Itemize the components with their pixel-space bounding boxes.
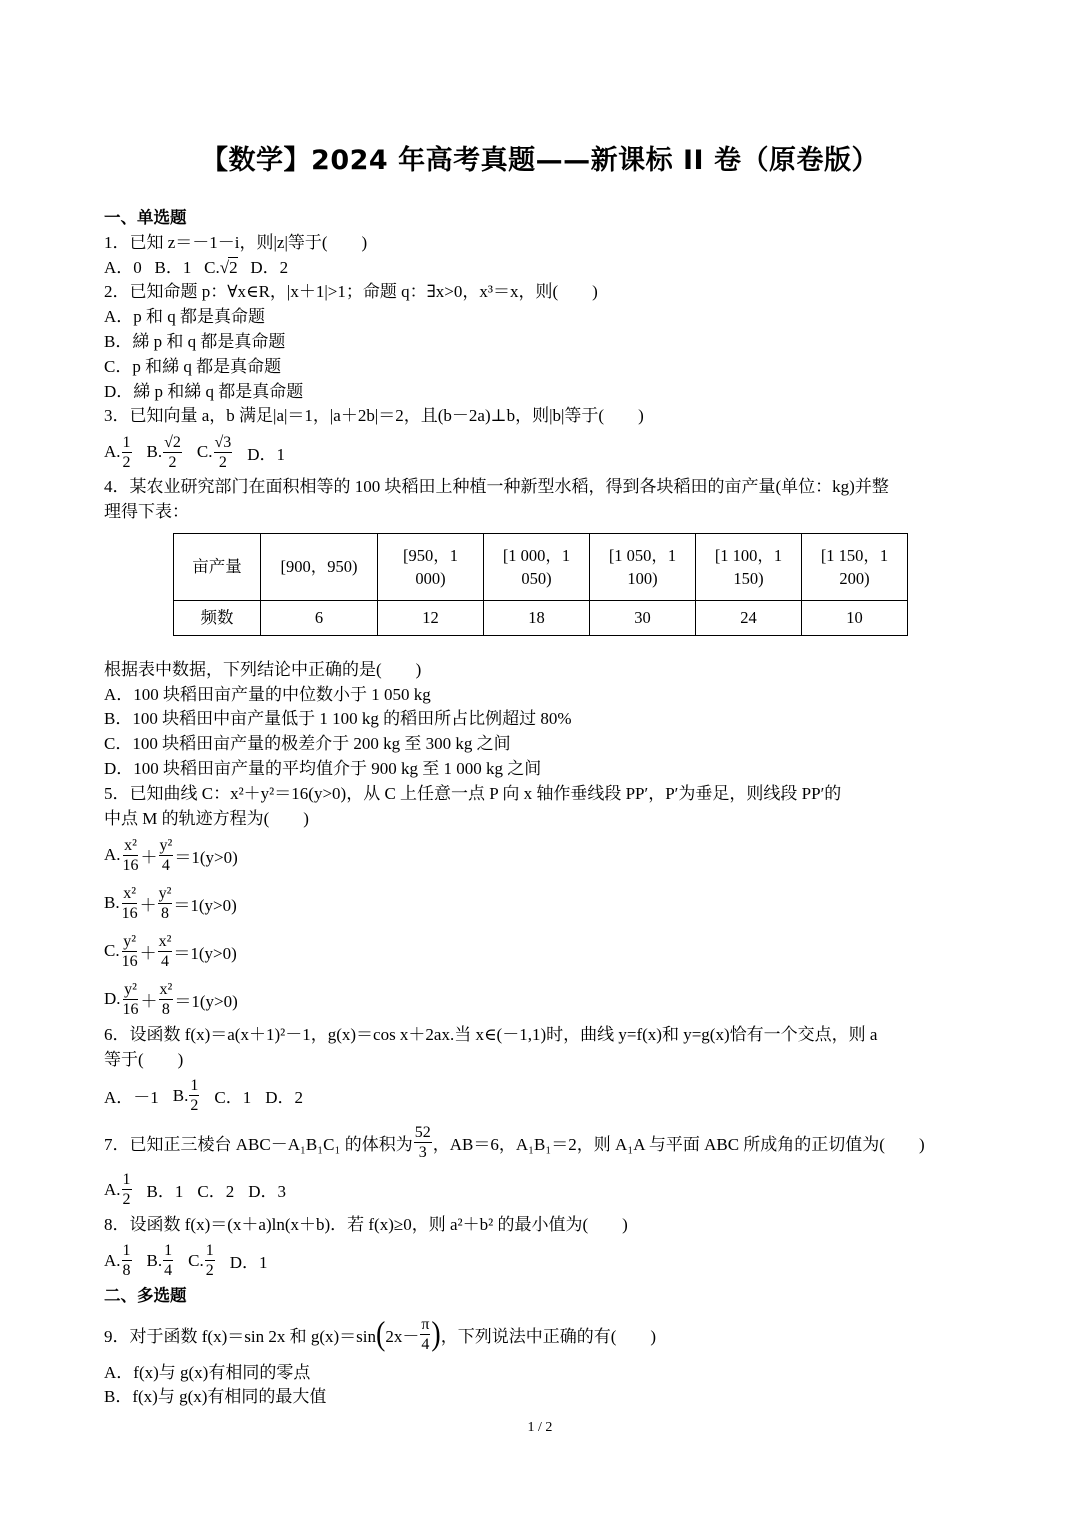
question-5-stem-line2: 中点 M 的轨迹方程为( ) — [104, 808, 309, 828]
question-3-options — [104, 429, 980, 475]
question-4-prompt: 根据表中数据，下列结论中正确的是( ) — [104, 659, 422, 679]
q5-option-c: C. $\frac{\text{y²}}{16}$ ＋ $\frac{\text{x²}}{4}$ ＝1(y>0) — [104, 932, 237, 970]
table-header-cell: [900，950) — [261, 533, 378, 600]
parenthesized-expression: ( 2x－ $\frac{\pi}{4}$ ) — [375, 1315, 441, 1354]
question-7-stem: 7．已知正三棱台 ABC－A₁B₁C₁ 的体积为 $\frac{52}{3}$ ，AB＝6，A₁B₁＝2，则 A₁A 与平面 ABC 所成角的正切值为( ) — [104, 1124, 925, 1162]
table-cell: 10 — [802, 600, 908, 635]
table-row-header — [174, 533, 908, 600]
q5-option-b: B. $\frac{\text{x²}}{16}$ ＋ $\frac{\text{y²}}{8}$ ＝1(y>0) — [104, 884, 237, 922]
section-heading-single-choice: 一、单选题 — [104, 208, 187, 227]
question-6-options — [104, 1073, 980, 1119]
q3-option-c: C. $\frac{√3}{2}$ — [196, 433, 232, 471]
q1-option-a: A．0 — [104, 257, 142, 277]
table-header-cell: [1 150，1 200) — [802, 533, 908, 600]
question-8-stem: 8．设函数 f(x)＝(x＋a)ln(x＋b)．若 f(x)≥0，则 a²＋b² 的最小值为( ) — [104, 1214, 628, 1234]
table-row-frequency — [174, 600, 908, 635]
question-3-stem: 3．已知向量 a，b 满足|a|＝1，|a＋2b|＝2，且(b－2a)⊥b，则|b|等于( ) — [104, 406, 644, 426]
question-7-options — [104, 1167, 980, 1213]
q8-option-d: D．1 — [229, 1253, 268, 1273]
table-cell: 30 — [590, 600, 696, 635]
q6-option-c: C．1 — [214, 1088, 252, 1108]
question-5-stem-line1: 5．已知曲线 C：x²＋y²＝16(y>0)，从 C 上任意一点 P 向 x 轴作垂线段 PP′，P′为垂足，则线段 PP′的 — [104, 783, 842, 803]
q9-option-b: B．f(x)与 g(x)有相同的最大值 — [104, 1387, 327, 1407]
table-header-cell: 亩产量 — [174, 533, 261, 600]
q8-option-a: A. $\frac{1}{8}$ — [104, 1242, 131, 1280]
q3-option-b: B. $\frac{√2}{2}$ — [146, 433, 181, 471]
q1-option-d: D．2 — [250, 257, 289, 277]
q8-option-c: C. $\frac{1}{2}$ — [188, 1242, 214, 1280]
q2-option-d: D．綈 p 和綈 q 都是真命题 — [104, 381, 304, 401]
q9-option-a: A．f(x)与 g(x)有相同的零点 — [104, 1362, 311, 1382]
question-4-stem-line2: 理得下表： — [104, 501, 189, 521]
table-cell: 频数 — [174, 600, 261, 635]
question-1-options — [104, 256, 980, 281]
q6-option-d: D．2 — [265, 1088, 303, 1108]
section-heading-multiple-choice: 二、多选题 — [104, 1285, 187, 1305]
document-title: 【数学】2024 年高考真题——新课标 II 卷（原卷版） — [201, 145, 879, 176]
question-8-options — [104, 1238, 980, 1284]
q7-option-d: D．3 — [248, 1182, 286, 1202]
table-cell: 6 — [261, 600, 378, 635]
q1-option-b: B．1 — [154, 257, 192, 277]
q5-option-d: D. $\frac{\text{y²}}{16}$ ＋ $\frac{\text{x²}}{8}$ ＝1(y>0) — [104, 980, 238, 1018]
question-9-stem: 9．对于函数 f(x)＝sin 2x 和 g(x)＝sin ( 2x－ $\frac{\pi}{4}$ ) ，下列说法中正确的有( ) — [104, 1315, 657, 1354]
q6-option-a: A．－1 — [104, 1088, 159, 1108]
q5-option-a: A. $\frac{\text{x²}}{16}$ ＋ $\frac{\text{y²}}{4}$ ＝1(y>0) — [104, 836, 238, 874]
q3-option-d: D．1 — [247, 444, 286, 464]
table-cell: 12 — [378, 600, 484, 635]
question-6-stem-line1: 6．设函数 f(x)＝a(x＋1)²－1，g(x)＝cos x＋2ax.当 x∈(－1,1)时，曲线 y=f(x)和 y=g(x)恰有一个交点，则 a — [104, 1025, 878, 1045]
q7-option-c: C．2 — [197, 1182, 235, 1202]
q8-option-b: B. $\frac{1}{4}$ — [146, 1242, 173, 1280]
q4-option-b: B．100 块稻田中亩产量低于 1 100 kg 的稻田所占比例超过 80% — [104, 709, 572, 729]
table-header-cell: [1 100，1 150) — [696, 533, 802, 600]
q4-option-c: C．100 块稻田亩产量的极差介于 200 kg 至 300 kg 之间 — [104, 734, 511, 754]
question-1-stem: 1．已知 z＝－1－i，则|z|等于( ) — [104, 232, 368, 252]
q4-option-d: D．100 块稻田亩产量的平均值介于 900 kg 至 1 000 kg 之间 — [104, 758, 542, 778]
table-cell: 24 — [696, 600, 802, 635]
sqrt-icon: √ — [219, 257, 230, 277]
question-4-stem-line1: 4．某农业研究部门在面积相等的 100 块稻田上种植一种新型水稻，得到各块稻田的亩产量(单位：kg)并整 — [104, 477, 889, 497]
question-2-stem: 2．已知命题 p：∀x∈R，|x＋1|>1；命题 q：∃x>0，x³＝x，则( ) — [104, 282, 598, 302]
page-number: 1 / 2 — [527, 1420, 553, 1435]
table-header-cell: [1 050，1 100) — [590, 533, 696, 600]
q7-option-a: A. $\frac{1}{2}$ — [104, 1171, 131, 1209]
q4-option-a: A．100 块稻田亩产量的中位数小于 1 050 kg — [104, 684, 431, 704]
exam-content — [104, 206, 980, 1410]
q6-option-b: B. $\frac{1}{2}$ — [172, 1077, 199, 1115]
q1-option-c: C.√2 — [204, 257, 238, 277]
yield-frequency-table — [173, 533, 908, 636]
table-header-cell: [950，1 000) — [378, 533, 484, 600]
table-header-cell: [1 000，1 050) — [484, 533, 590, 600]
q3-option-a: A. $\frac{1}{2}$ — [104, 433, 131, 471]
q7-option-b: B．1 — [146, 1182, 184, 1202]
table-cell: 18 — [484, 600, 590, 635]
q2-option-a: A．p 和 q 都是真命题 — [104, 307, 266, 327]
question-6-stem-line2: 等于( ) — [104, 1050, 184, 1070]
q2-option-b: B．綈 p 和 q 都是真命题 — [104, 331, 286, 351]
q2-option-c: C．p 和綈 q 都是真命题 — [104, 356, 282, 376]
